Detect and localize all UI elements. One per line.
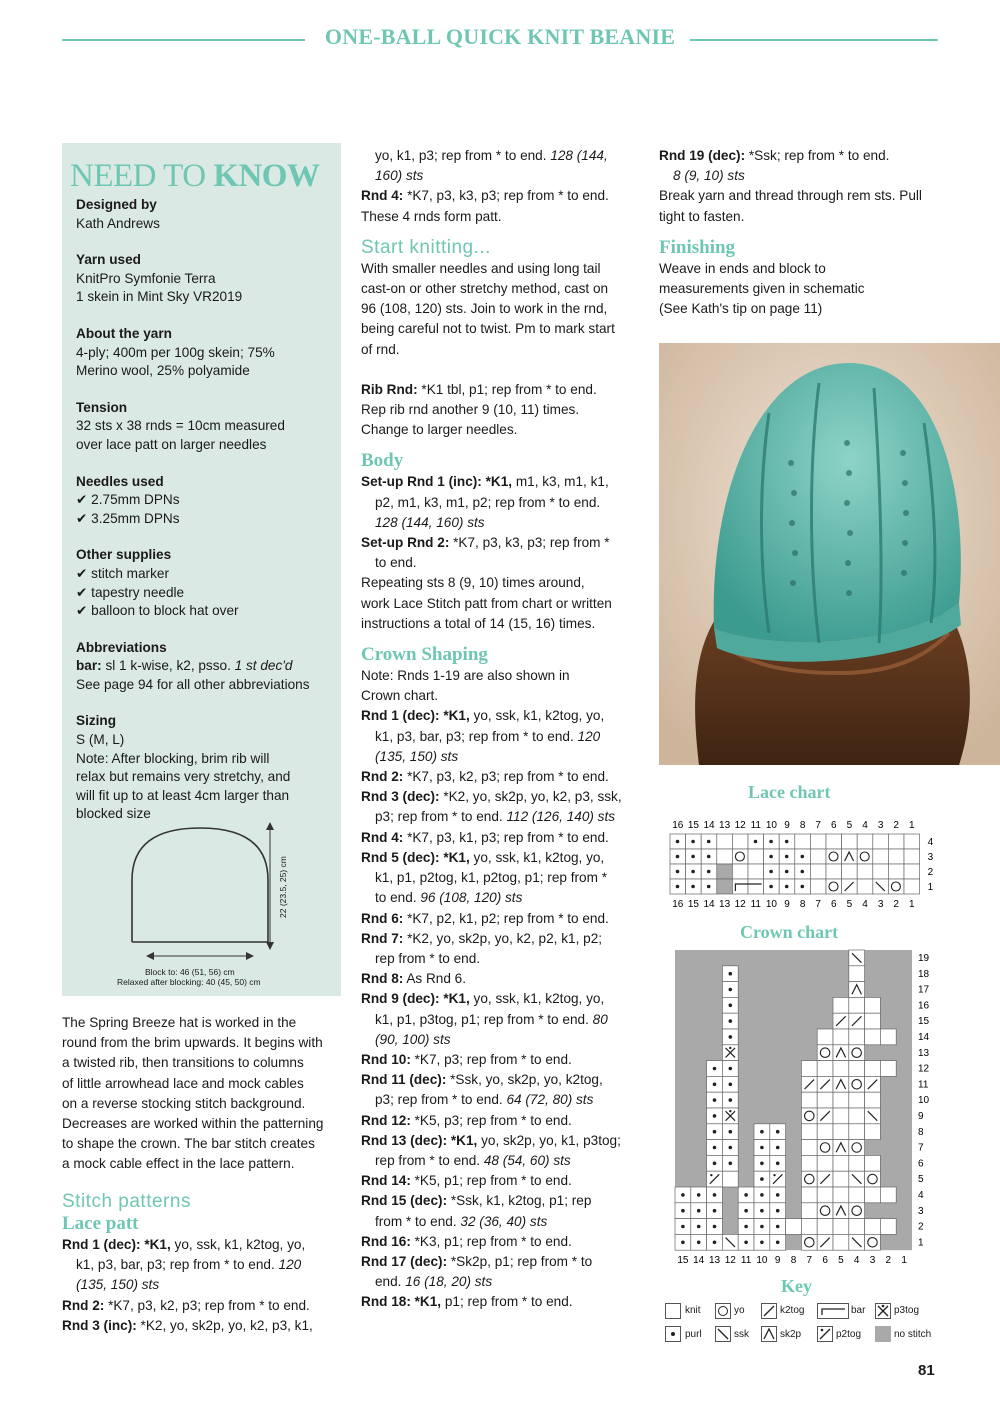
crown-chart-cell [833,1187,849,1203]
crown-rnd-12: Rnd 12: *K5, p3; rep from * to end. [361,1112,572,1128]
crown-chart-cell [817,1155,833,1171]
intro-line: to shape the crown. The bar stitch creates [62,1136,315,1152]
lace-rnd-3: Rnd 3 (inc): *K2, yo, sk2p, yo, k2, p3, k1, [62,1317,313,1333]
setup-rnd-2: Set-up Rnd 2: *K7, p3, k3, p3; rep from * [361,535,610,551]
crown-rnd-4: Rnd 4: *K7, p3, k1, p3; rep from * to end. [361,829,609,845]
yarn-used-heading: Yarn used [76,252,141,268]
lace-chart-cell [857,834,873,849]
header-rule-left [62,39,305,41]
crown-rnd-10: Rnd 10: *K7, p3; rep from * to end. [361,1051,572,1067]
crown-row-number: 2 [918,1221,924,1233]
crown-col-number: 6 [822,1255,828,1266]
lace-col-number-bottom: 13 [719,899,731,910]
lace-chart-cell [826,864,842,879]
crown-col-number: 3 [869,1255,876,1266]
body-heading: Body [361,450,404,472]
finishing-heading: Finishing [659,236,736,258]
lace-col-number-top: 8 [799,820,806,831]
crown-chart-cell [801,1234,817,1250]
lace-col-number-bottom: 12 [734,899,746,910]
intro-line: Decreases are worked within the patterning [62,1116,324,1132]
crown-col-number: 9 [774,1255,781,1266]
lace-chart-cell [748,864,764,879]
lace-chart-cell [795,834,811,849]
yo-symbol-icon [715,1303,731,1319]
crown-chart-cell [801,1140,817,1156]
abbreviation-note: See page 94 for all other abbreviations [76,676,310,692]
crown-chart-svg [672,948,942,1266]
crown-rnd-3: Rnd 3 (dec): *K2, yo, sk2p, yo, k2, p3, ssk, [361,789,622,805]
lace-col-number-bottom: 6 [831,899,837,910]
key-title: Key [781,1276,812,1296]
crown-chart-cell [833,1234,849,1250]
lace-col-number-top: 15 [687,820,699,831]
crown-chart-cell [865,997,881,1013]
rib-rnd: Rib Rnd: *K1 tbl, p1; rep from * to end. [361,381,597,397]
lace-row-number: 3 [927,852,934,863]
crown-row-number: 13 [918,1047,930,1059]
crown-chart-cell [849,1092,865,1108]
lace-chart-cell [732,864,748,879]
lace-rnd-2: Rnd 2: *K7, p3, k2, p3; rep from * to end. [62,1297,310,1313]
start-knitting-heading: Start knitting... [361,236,491,258]
sk2p-symbol-icon [761,1326,777,1342]
lace-chart-cell [826,834,842,849]
stitch-patterns-section: Stitch patterns Lace patt Rnd 1 (dec): *K1, yo, ssk, k1, k2tog, yo, k1, p3, bar, p3; rep from * to end. 120 (135, 150) sts Rnd 2: *K7, p3, k2, p3; rep from * to end. Rnd 3 (inc): *K2, yo, sk2p, yo, k2, p3, k1, [62,1191,347,1336]
lace-col-number-top: 13 [719,820,731,831]
crown-col-number: 14 [693,1255,705,1266]
lace-col-number-top: 4 [862,820,868,831]
crown-rnd-1: Rnd 1 (dec): *K1, yo, ssk, k1, k2tog, yo, [361,708,605,724]
lace-col-number-top: 5 [846,820,853,831]
lace-chart-cell [904,834,920,849]
tension-line: over lace patt on larger needles [76,436,267,452]
lace-chart-cell [904,864,920,879]
intro-line: The Spring Breeze hat is worked in the [62,1015,297,1030]
crown-col-number: 15 [677,1255,689,1266]
crown-chart-cell [801,1124,817,1140]
lace-chart-svg [666,816,956,916]
crown-chart-cell [865,1092,881,1108]
crown-chart-cell [880,1029,896,1045]
setup-rnd-1: Set-up Rnd 1 (inc): *K1, m1, k3, m1, k1, [361,474,609,490]
crown-rnd-13: Rnd 13 (dec): *K1, yo, sk2p, yo, k1, p3tog; [361,1132,621,1148]
crown-chart-cell [817,1187,833,1203]
lace-chart-cell [717,864,733,879]
crown-chart-cell [865,1029,881,1045]
about-yarn-line: 4-ply; 400m per 100g skein; 75% [76,344,275,360]
lace-col-number-bottom: 11 [750,899,761,910]
crown-row-number: 14 [918,1032,930,1043]
crown-col-number: 13 [708,1255,721,1266]
key-ssk-label: ssk [734,1329,749,1340]
crown-chart-cell [817,1140,833,1156]
crown-chart-cell [801,1219,817,1235]
crown-chart-title: Crown chart [740,922,839,942]
lace-col-number-bottom: 2 [893,899,899,910]
lace-rnd-4: Rnd 4: *K7, p3, k3, p3; rep from * to end. [361,188,609,204]
about-yarn-heading: About the yarn [76,325,172,341]
crown-row-number: 6 [918,1158,924,1170]
designed-by-heading: Designed by [76,197,157,212]
crown-chart-cell [833,1108,849,1124]
crown-chart-cell [833,1092,849,1108]
crown-chart-cell [849,1155,865,1171]
crown-chart-cell [801,1155,817,1171]
crown-col-number: 7 [806,1255,813,1266]
column-3: Rnd 19 (dec): *Ssk; rep from * to end. 8 (9, 10) sts Break yarn and thread through rem sts. Pull tight to fasten. Finishing Weave in ends and block to measurements given in schematic (See Kath's tip on page 11) [659,146,949,319]
crown-chart-cell [817,1219,833,1235]
crown-rnd-15: Rnd 15 (dec): *Ssk, k1, k2tog, p1; rep [361,1193,592,1209]
page-number: 81 [918,1362,935,1379]
lace-col-number-bottom: 14 [703,899,715,910]
lace-chart-cell [717,849,733,864]
intro-text [62,1013,347,1175]
lace-col-number-top: 7 [815,820,821,831]
crown-chart-cell [849,997,865,1013]
lace-chart-cell [717,834,733,849]
abbreviations-heading: Abbreviations [76,639,167,655]
intro-line: a twisted rib, then transitions to columns [62,1055,304,1071]
schematic-block-label: Block to: 46 (51, 56) cm [145,967,235,977]
crown-chart-cell [801,1092,817,1108]
crown-chart-cell [817,1203,833,1219]
lace-chart-cell [842,849,858,864]
crown-col-number: 4 [853,1255,860,1266]
crown-col-number: 5 [838,1255,844,1266]
crown-chart-cell [817,1061,833,1077]
crown-chart-cell [833,1124,849,1140]
lace-chart-cell [732,879,748,894]
key-knit-label: knit [685,1305,701,1316]
crown-chart-cell [849,1124,865,1140]
crown-chart-cell [849,1076,865,1092]
key-no-stitch-label: no stitch [894,1329,932,1340]
need-to-know-body [76,196,338,824]
intro-line: on a reverse stocking stitch background. [62,1095,306,1111]
lace-col-number-top: 3 [877,820,884,831]
crown-chart-cell [880,1061,896,1077]
lace-chart-cell [717,879,733,894]
crown-chart-cell [865,1124,881,1140]
sizing-note: relax but remains very stretchy, and [76,769,291,785]
needles-heading: Needles used [76,473,164,489]
crown-chart-cell [849,1061,865,1077]
lace-col-number-bottom: 8 [799,899,806,910]
lace-col-number-top: 14 [703,820,715,831]
lace-chart [666,816,956,916]
lace-chart-cell [748,849,764,864]
ssk-symbol-icon [715,1326,731,1342]
sizing-note: Note: After blocking, brim rib will [76,750,270,766]
lace-chart-cell [873,849,889,864]
beanie-photo [659,343,1000,765]
crown-rnd-19: Rnd 19 (dec): *Ssk; rep from * to end. [659,148,890,163]
lace-chart-cell [748,879,764,894]
crown-row-number: 4 [918,1190,924,1201]
crown-chart-cell [865,1171,881,1187]
lace-col-number-bottom: 3 [877,899,884,910]
lace-rnd-1: Rnd 1 (dec): *K1, yo, ssk, k1, k2tog, yo, [62,1237,306,1252]
p3tog-symbol-icon [875,1303,891,1319]
lace-chart-cell [810,849,826,864]
crown-chart-cell [801,1108,817,1124]
crown-row-number: 3 [918,1205,924,1217]
lace-chart-cell [888,834,904,849]
lace-chart-cell [857,879,873,894]
page-header-title: ONE-BALL QUICK KNIT BEANIE [324,24,676,49]
lace-chart-cell [810,834,826,849]
crown-col-number: 8 [790,1255,797,1266]
intro-line: a mock cable effect in the lace pattern. [62,1156,295,1172]
sizing-note: will fit up to at least 4cm larger than [76,787,290,803]
knit-symbol-icon [665,1303,681,1319]
crown-chart-cell [865,1013,881,1029]
lace-chart-cell [904,879,920,894]
crown-col-number: 11 [740,1255,752,1266]
crown-chart-cell [786,1219,802,1235]
crown-chart-cell [865,1061,881,1077]
crown-rnd-9: Rnd 9 (dec): *K1, yo, ssk, k1, k2tog, yo, [361,991,605,1007]
crown-rnd-14: Rnd 14: *K5, p1; rep from * to end. [361,1173,572,1189]
sizing-heading: Sizing [76,713,117,729]
crown-row-number: 12 [918,1063,930,1075]
crown-row-number: 9 [918,1111,924,1122]
crown-row-number: 19 [918,953,930,964]
crown-chart-cell [833,997,849,1013]
supply-item: ✔ tapestry needle [76,584,185,600]
crown-chart-cell [865,1234,881,1250]
key-yo-label: yo [734,1305,745,1316]
crown-chart-cell [833,1061,849,1077]
crown-chart-cell [801,1171,817,1187]
lace-chart-cell [842,864,858,879]
lace-chart-cell [810,879,826,894]
key-bar-label: bar [851,1305,866,1316]
lace-col-number-bottom: 16 [672,899,684,910]
supplies-heading: Other supplies [76,547,172,563]
key-p3tog-label: p3tog [894,1305,920,1316]
needle-item: ✔ 2.75mm DPNs [76,492,180,508]
crown-chart-cell [833,1155,849,1171]
intro-line: round from the brim upwards. It begins with [62,1035,323,1051]
crown-rnd-17: Rnd 17 (dec): *Sk2p, p1; rep from * to [361,1253,593,1269]
crown-chart-cell [817,1045,833,1061]
tension-heading: Tension [76,399,128,415]
stitch-key [665,1303,955,1343]
key-purl-label: purl [685,1329,702,1340]
lace-col-number-top: 2 [893,820,899,831]
tension-line: 32 sts x 38 rnds = 10cm measured [76,418,285,434]
crown-chart-cell [833,1171,849,1187]
key-sk2p-label: sk2p [780,1329,802,1340]
crown-row-number: 16 [918,1000,930,1012]
crown-row-number: 7 [918,1142,924,1154]
designer-name: Kath Andrews [76,215,160,231]
key-k2tog-label: k2tog [780,1305,805,1316]
crown-rnd-8: Rnd 8: As Rnd 6. [361,971,467,987]
crown-rnd-6: Rnd 6: *K7, p2, k1, p2; rep from * to end. [361,910,609,926]
lace-chart-cell [826,879,842,894]
schematic-height-label: 22 (23.5, 25) cm [278,856,288,918]
lace-col-number-top: 9 [784,820,790,831]
lace-col-number-top: 12 [734,820,746,831]
column-2: yo, k1, p3; rep from * to end. 128 (144, 160) sts Rnd 4: *K7, p3, k3, p3; rep from * to end. These 4 rnds form patt. Start knitting... With smaller needles and using long tail cast-on or other stretchy method, cast on 96 (108, 120) sts. Join to work in the rnd, being careful not to twist. Pm to mark start of rnd. Rib Rnd: *K1 tbl, p1; rep from * to end. Rep rib rnd another 9 (10, 11) times. Change to larger needles. Body Set-up Rnd 1 (inc): *K1, m1, k3, m1, k1, p2, m1, k3, m1, p2; rep from * to end. 128 (144, 160) sts Set-up Rnd 2: *K7, p3, k3, p3; rep from * to end. Repeating sts 8 (9, 10) times around, work Lace Stitch patt from chart or written instructions a total of 14 (15, 16) times. Crown Shaping Note: Rnds 1-19 are also shown in Crown chart. Rnd 1 (dec): *K1, yo, ssk, k1, k2tog, yo, k1, p3, bar, p3; rep from * to end. 120 (135, 150) sts Rnd 2: *K7, p3, k2, p3; rep from * to end. Rnd 3 (dec): *K2, yo, sk2p, yo, k2, p3, ssk, p3; rep from * to end. 112 (126, 140) sts Rnd 4: *K7, p3, k1, p3; rep from * to end. Rnd 5 (dec): *K1, yo, ssk, k1, k2tog, yo, k1, p1, p2tog, k1, p2tog, p1; rep from * to end. 96 (108, 120) sts Rnd 6: *K7, p2, k1, p2; rep from * to end. Rnd 7: *K2, yo, sk2p, yo, k2, p2, k1, p2; rep from * to end. Rnd 8: As Rnd 6. Rnd 9 (dec): *K1, yo, ssk, k1, k2tog, yo, k1, p1, p3tog, p1; rep from * to end. 80 (90, 100) sts Rnd 10: *K7, p3; rep from * to end. Rnd 11 (dec): *Ssk, yo, sk2p, yo, k2tog, p3; rep from * to end. 64 (72, 80) sts Rnd 12: *K5, p3; rep from * to end. Rnd 13 (dec): *K1, yo, sk2p, yo, k1, p3tog; rep from * to end. 48 (54, 60) sts Rnd 14: *K5, p1; rep from * to end. Rnd 15 (dec): *Ssk, k1, k2tog, p1; rep from * to end. 32 (36, 40) sts Rnd 16: *K3, p1; rep from * to end. Rnd 17 (dec): *Sk2p, p1; rep from * to end. 16 (18, 20) sts Rnd 18: *K1, p1; rep from * to end. [361,146,651,1313]
crown-rnd-18: Rnd 18: *K1, p1; rep from * to end. [361,1294,573,1310]
lace-row-number: 1 [927,882,934,893]
crown-chart-cell [801,1203,817,1219]
lace-col-number-bottom: 4 [862,899,868,910]
crown-chart-cell [865,1187,881,1203]
yarn-line: 1 skein in Mint Sky VR2019 [76,289,243,305]
lace-chart-cell [873,864,889,879]
lace-col-number-bottom: 7 [815,899,821,910]
header-rule-right [690,39,938,41]
lace-row-number: 4 [927,837,934,848]
k2tog-symbol-icon [761,1303,777,1319]
crown-chart-cell [817,1029,833,1045]
lace-col-number-bottom: 5 [846,899,853,910]
crown-chart-cell [833,1029,849,1045]
crown-row-number: 5 [918,1174,924,1186]
crown-chart-cell [849,1045,865,1061]
crown-chart-cell [880,1187,896,1203]
crown-row-number: 10 [918,1095,930,1107]
crown-rnd-7: Rnd 7: *K2, yo, sk2p, yo, k2, p2, k1, p2; [361,930,603,946]
lace-chart-cell [857,864,873,879]
crown-chart-cell [849,1108,865,1124]
lace-chart-title: Lace chart [748,782,831,802]
crown-col-number: 10 [756,1255,768,1266]
crown-rnd-11: Rnd 11 (dec): *Ssk, yo, sk2p, yo, k2tog, [361,1072,603,1088]
needle-item: ✔ 3.25mm DPNs [76,510,180,526]
supply-item: ✔ stitch marker [76,565,169,581]
lace-col-number-top: 10 [765,820,777,831]
abbreviation-bar: bar: sl 1 k-wise, k2, psso. 1 st dec'd [76,658,293,674]
crown-chart-cell [722,1171,738,1187]
lace-col-number-bottom: 1 [909,899,915,910]
crown-col-number: 1 [901,1255,907,1266]
crown-chart-cell [849,966,865,982]
crown-shaping-heading: Crown Shaping [361,644,488,666]
crown-row-number: 11 [918,1079,929,1091]
key-p2tog-label: p2tog [836,1329,862,1340]
crown-chart-cell [849,1187,865,1203]
lace-col-number-top: 1 [909,820,915,831]
crown-chart-cell [817,1092,833,1108]
p2tog-symbol-icon [817,1326,833,1342]
crown-chart-cell [849,1219,865,1235]
schematic-relaxed-label: Relaxed after blocking: 40 (45, 50) cm [117,977,261,987]
lace-chart-cell [888,864,904,879]
crown-chart-cell [801,1187,817,1203]
lace-col-number-bottom: 10 [765,899,777,910]
lace-chart-cell [873,834,889,849]
stitch-patterns-heading: Stitch patterns [62,1191,191,1212]
crown-chart-cell [865,1155,881,1171]
lace-chart-cell [810,864,826,879]
purl-symbol-icon [665,1326,681,1342]
supply-item: ✔ balloon to block hat over [76,603,239,619]
crown-chart-cell [865,1219,881,1235]
crown-row-number: 17 [918,984,930,996]
crown-rnd-5: Rnd 5 (dec): *K1, yo, ssk, k1, k2tog, yo, [361,849,605,865]
yarn-line: KnitPro Symfonie Terra [76,270,216,286]
crown-row-number: 18 [918,968,930,980]
lace-chart-cell [888,879,904,894]
crown-col-number: 2 [885,1255,892,1266]
lace-row-number: 2 [927,867,934,878]
no-stitch-symbol-icon [875,1326,891,1342]
bar-symbol-icon [817,1303,849,1319]
crown-row-number: 1 [918,1237,924,1249]
lace-col-number-bottom: 9 [784,899,790,910]
lace-chart-cell [857,849,873,864]
crown-chart-cell [833,1219,849,1235]
crown-chart-cell [849,1203,865,1219]
lace-chart-cell [904,849,920,864]
intro-line: of little arrowhead lace and mock cables [62,1075,304,1091]
lace-chart-cell [826,849,842,864]
crown-chart-cell [849,1140,865,1156]
lace-col-number-top: 6 [831,820,837,831]
need-to-know-title: NEED TO KNOW [70,158,320,194]
crown-rnd-2: Rnd 2: *K7, p3, k2, p3; rep from * to end. [361,769,609,785]
crown-chart-cell [849,1029,865,1045]
lace-col-number-bottom: 15 [687,899,699,910]
crown-chart-cell [801,1061,817,1077]
lace-col-number-top: 11 [750,820,761,831]
lace-col-number-top: 16 [672,820,684,831]
about-yarn-line: Merino wool, 25% polyamide [76,363,250,379]
sizing-note: blocked size [76,806,151,822]
crown-rnd-16: Rnd 16: *K3, p1; rep from * to end. [361,1233,572,1249]
crown-chart-cell [880,1219,896,1235]
crown-chart [672,948,942,1266]
crown-col-number: 12 [724,1255,736,1266]
sizing-sizes: S (M, L) [76,732,125,748]
lace-chart-cell [842,834,858,849]
crown-chart-cell [817,1124,833,1140]
lace-chart-cell [888,849,904,864]
lace-chart-cell [732,849,748,864]
lace-chart-cell [732,834,748,849]
crown-row-number: 8 [918,1126,924,1138]
lace-patt-heading: Lace patt [62,1213,139,1234]
crown-row-number: 15 [918,1016,930,1028]
